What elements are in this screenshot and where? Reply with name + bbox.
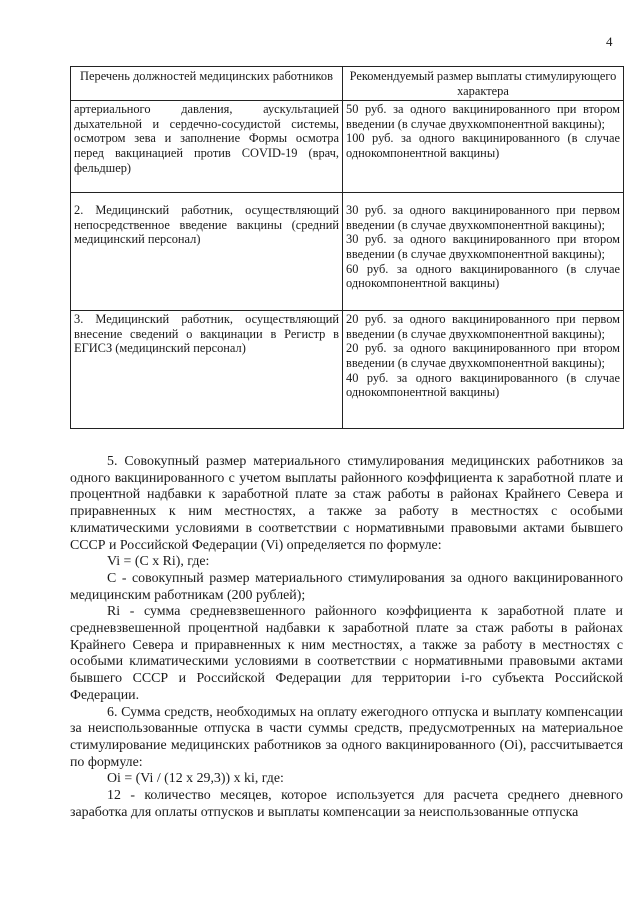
payment-line: 30 руб. за одного вакцинированного при первом введении (в случае двухкомпонентной вакцины); bbox=[346, 203, 620, 232]
payment-cell bbox=[343, 311, 624, 429]
definition-c: C - совокупный размер материального стимулирования за одного вакцинированного медицинским работникам (200 рублей); bbox=[70, 570, 623, 603]
header-positions: Перечень должностей медицинских работников bbox=[71, 67, 343, 101]
payment-line: 100 руб. за одного вакцинированного (в случае однокомпонентной вакцины) bbox=[346, 131, 620, 160]
header-payment: Рекомендуемый размер выплаты стимулирующего характера bbox=[343, 67, 624, 101]
body-text bbox=[70, 454, 623, 821]
paragraph-5: 5. Совокупный размер материального стимулирования медицинских работников за одного вакцинированного с учетом выплаты районного коэффициента к заработной плате и процентной надбавки к заработной плате за стаж работы в районах Крайнего Севера и приравненных к ним местностях, а также за работу в местностях с особыми климатическими условиями в соответствии с нормативными правовыми актами бывшего СССР и Российской Федерации (Vi) определяется по формуле: bbox=[70, 454, 623, 553]
payment-line: 40 руб. за одного вакцинированного (в случае однокомпонентной вакцины) bbox=[346, 370, 620, 400]
position-cell: 2. Медицинский работник, осуществляющий непосредственное введение вакцины (средний медицинский персонал) bbox=[71, 193, 343, 311]
definition-12: 12 - количество месяцев, которое используется для расчета среднего дневного заработка для оплаты отпусков и выплаты компенсации за неиспользованные отпуска bbox=[70, 788, 623, 820]
table-header-row bbox=[71, 67, 624, 101]
page-number: 4 bbox=[606, 34, 613, 49]
definition-ri: Ri - сумма средневзвешенного районного коэффициента к заработной плате и средневзвешенной процентной надбавки к заработной плате за стаж работы в районах Крайнего Севера и приравненных к ним местностях, а также за работу в местностях с особыми климатическими условиями в соответствии с нормативными правовыми актами бывшего СССР и Российской Федерации для территории i-го субъекта Российской Федерации. bbox=[70, 604, 623, 703]
table-row bbox=[71, 101, 624, 193]
table-row bbox=[71, 311, 624, 429]
payment-line: 20 руб. за одного вакцинированного при втором введении (в случае двухкомпонентной вакцины); bbox=[346, 341, 620, 370]
formula-vi: Vi = (C x Ri), где: bbox=[107, 554, 210, 570]
payment-line: 60 руб. за одного вакцинированного (в случае однокомпонентной вакцины) bbox=[346, 261, 620, 291]
payment-cell bbox=[343, 193, 624, 311]
position-cell: артериального давления, аускультацией дыхательной и сердечно-сосудистой системы, осмотром зева и заполнение Формы осмотра перед вакцинацией против COVID-19 (врач, фельдшер) bbox=[71, 101, 343, 193]
position-cell: 3. Медицинский работник, осуществляющий внесение сведений о вакцинации в Регистр в ЕГИСЗ (медицинский персонал) bbox=[71, 311, 343, 429]
table-row bbox=[71, 193, 624, 311]
payment-line: 20 руб. за одного вакцинированного при первом введении (в случае двухкомпонентной вакцины); bbox=[346, 312, 620, 341]
payment-line: 50 руб. за одного вакцинированного при втором введении (в случае двухкомпонентной вакцины); bbox=[346, 102, 620, 131]
payment-line: 30 руб. за одного вакцинированного при втором введении (в случае двухкомпонентной вакцины); bbox=[346, 232, 620, 261]
paragraph-6: 6. Сумма средств, необходимых на оплату ежегодного отпуска и выплату компенсации за неиспользованные отпуска в части суммы средств, предусмотренных на материальное стимулирование медицинских работников за одного вакцинированного (Oi), рассчитывается по формуле: bbox=[70, 704, 623, 770]
formula-oi: Oi = (Vi / (12 x 29,3)) x ki, где: bbox=[107, 771, 284, 787]
payment-table bbox=[70, 66, 624, 429]
payment-cell bbox=[343, 101, 624, 193]
